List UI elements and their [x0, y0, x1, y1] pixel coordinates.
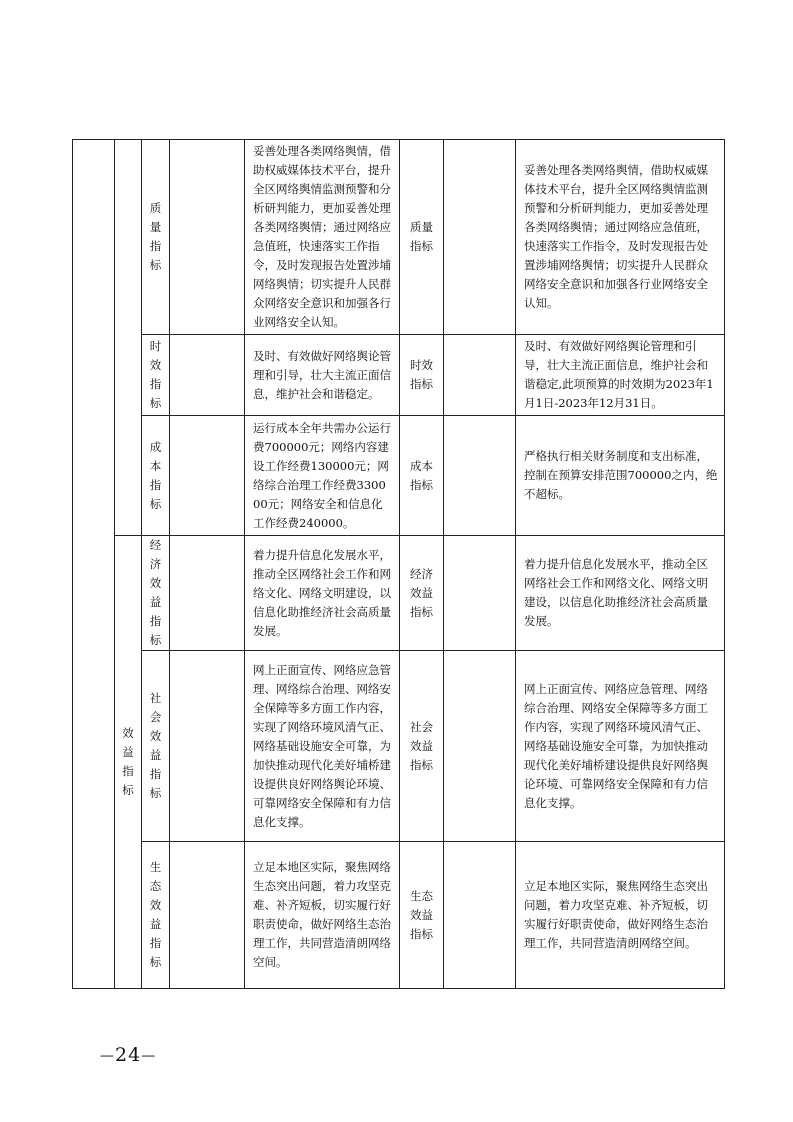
category-cell — [142, 651, 170, 842]
table-row-economic — [73, 536, 725, 651]
target-cell: 及时、有效做好网络舆论管理和引导，壮大主流正面信息，维护社会和谐稳定,此项预算的时效期为2023年1月1日-2023年12月31日。 — [516, 335, 725, 416]
category-cell — [142, 536, 170, 651]
indicator-cell: 质量 指标 — [400, 140, 444, 335]
content-cell: 网上正面宣传、网络应急管理、网络综合治理、网络安全保障等多方面工作内容，实现了网络环境风清气正、网络基础设施安全可靠，为加快推动现代化美好埔桥建设提供良好网络舆论环境、可靠网络安全保障和有力信息化支撑。 — [245, 651, 400, 842]
category-cell — [142, 335, 170, 416]
blank-cell — [170, 842, 245, 989]
category-cell — [142, 140, 170, 335]
blank-cell-col2-top — [115, 140, 142, 536]
content-cell: 及时、有效做好网络舆论管理和引导，壮大主流正面信息，维护社会和谐稳定。 — [245, 335, 400, 416]
category-label: 时效指标 — [149, 339, 162, 410]
content-cell: 妥善处理各类网络舆情，借助权威媒体技术平台，提升全区网络舆情监测预警和分析研判能力，更加妥善处理各类网络舆情；通过网络应急值班，快速落实工作指令，及时发现报告处置涉埔网络舆情；切实提升人民群众网络安全意识和加强各行业网络安全认知。 — [245, 140, 400, 335]
indicator-cell: 成本 指标 — [400, 416, 444, 536]
indicator-cell: 时效 指标 — [400, 335, 444, 416]
blank-cell — [170, 416, 245, 536]
table-row-cost — [73, 416, 725, 536]
blank-cell — [170, 335, 245, 416]
category-label: 社会效益指标 — [149, 691, 162, 800]
target-cell: 着力提升信息化发展水平，推动全区网络社会工作和网络文化、网络文明建设，以信息化助推经济社会高质量发展。 — [516, 536, 725, 651]
category-cell — [142, 842, 170, 989]
table-row-timeliness — [73, 335, 725, 416]
indicator-cell: 经济 效益 指标 — [400, 536, 444, 651]
category-label: 生态效益指标 — [149, 860, 162, 969]
content-cell: 着力提升信息化发展水平，推动全区网络社会工作和网络文化、网络文明建设，以信息化助推经济社会高质量发展。 — [245, 536, 400, 651]
table-row-ecological — [73, 842, 725, 989]
level1-label: 效益指标 — [122, 726, 134, 797]
content-cell: 立足本地区实际，聚焦网络生态突出问题，着力攻坚克难、补齐短板，切实履行好职责使命，做好网络生态治理工作，共同营造清朗网络空间。 — [245, 842, 400, 989]
table-row-quality — [73, 140, 725, 335]
category-label: 质量指标 — [149, 201, 162, 272]
blank-cell — [444, 651, 516, 842]
indicator-cell: 社会 效益 指标 — [400, 651, 444, 842]
table-row-social — [73, 651, 725, 842]
target-cell: 立足本地区实际，聚焦网络生态突出问题，着力攻坚克难、补齐短板，切实履行好职责使命，做好网络生态治理工作，共同营造清朗网络空间。 — [516, 842, 725, 989]
target-cell: 网上正面宣传、网络应急管理、网络综合治理、网络安全保障等多方面工作内容，实现了网络环境风清气正、网络基础设施安全可靠，为加快推动现代化美好埔桥建设提供良好网络舆论环境、可靠网络安全保障和有力信息化支撑。 — [516, 651, 725, 842]
target-cell: 严格执行相关财务制度和支出标准，控制在预算安排范围700000之内，绝不超标。 — [516, 416, 725, 536]
blank-cell — [170, 140, 245, 335]
content-cell: 运行成本全年共需办公运行费700000元；网络内容建设工作经费130000元；网络综合治理工作经费330000元；网络安全和信息化工作经费240000。 — [245, 416, 400, 536]
blank-cell — [444, 536, 516, 651]
blank-cell — [170, 651, 245, 842]
blank-cell — [444, 140, 516, 335]
category-label: 成本指标 — [149, 439, 162, 511]
blank-cell-col1 — [73, 140, 115, 989]
indicator-table — [72, 139, 725, 989]
blank-cell — [444, 842, 516, 989]
level1-cell — [115, 536, 142, 989]
page-number: —24— — [100, 1044, 157, 1066]
blank-cell — [444, 335, 516, 416]
category-label: 经济效益指标 — [149, 538, 162, 647]
blank-cell — [170, 536, 245, 651]
blank-cell — [444, 416, 516, 536]
target-cell: 妥善处理各类网络舆情，借助权威媒体技术平台，提升全区网络舆情监测预警和分析研判能力，更加妥善处理各类网络舆情；通过网络应急值班，快速落实工作指令，及时发现报告处置涉埔网络舆情；切实提升人民群众网络安全意识和加强各行业网络安全认知。 — [516, 140, 725, 335]
category-cell — [142, 416, 170, 536]
indicator-cell: 生态 效益 指标 — [400, 842, 444, 989]
page-number-value: 24 — [115, 1044, 142, 1066]
